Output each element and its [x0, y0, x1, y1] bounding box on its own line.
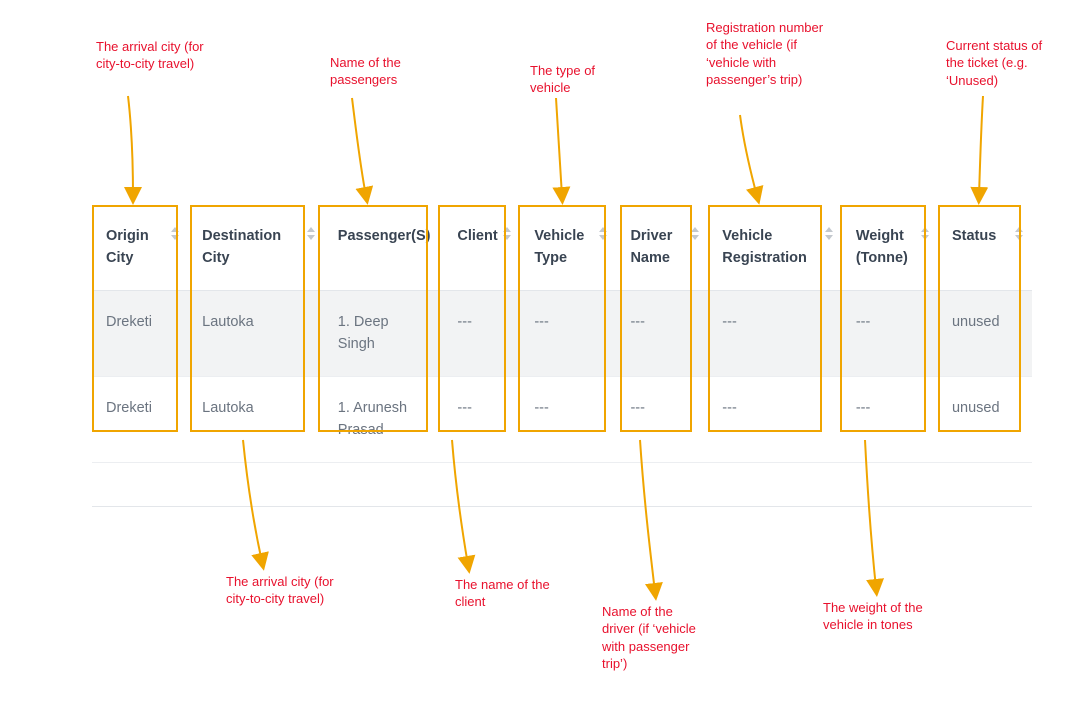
note-weight: The weight of the vehicle in tones [823, 600, 923, 633]
column-header-label: Destination City [202, 228, 282, 267]
sort-icon[interactable] [825, 227, 834, 243]
cell-destination-city: Lautoka [188, 290, 324, 376]
note-vehicle-type: The type of vehicle [530, 63, 596, 96]
column-header-label: Origin City [106, 228, 149, 267]
column-header-origin-city[interactable] [92, 205, 188, 290]
cell-weight: --- [842, 376, 938, 462]
arrow-status [979, 96, 983, 196]
column-header-label: Vehicle Registration [722, 228, 807, 267]
cell-weight: --- [842, 290, 938, 376]
sort-icon[interactable] [599, 227, 608, 243]
column-header-label: Weight (Tonne) [855, 228, 908, 267]
table-row[interactable] [92, 376, 1032, 462]
cell-client: --- [443, 290, 520, 376]
column-header-vehicle-type[interactable] [520, 205, 616, 290]
horizontal-divider [92, 506, 1032, 507]
column-header-label: Vehicle Type [534, 228, 585, 267]
arrow-passengers [352, 98, 366, 196]
cell-origin-city: Dreketi [92, 290, 188, 376]
column-header-passengers[interactable] [324, 205, 444, 290]
note-vehicle-registration: Registration number of the vehicle (if ‘vehicle with passenger’s trip) [706, 20, 824, 87]
column-header-status[interactable] [938, 205, 1032, 290]
note-passengers: Name of the passengers [330, 55, 401, 88]
column-header-weight[interactable] [842, 205, 938, 290]
note-origin-city: The arrival city (for city-to-city travel) [96, 39, 204, 72]
column-header-driver-name[interactable] [616, 205, 708, 290]
note-destination-city: The arrival city (for city-to-city travel) [226, 574, 334, 607]
cell-status: unused [938, 290, 1032, 376]
tickets-table [92, 205, 1032, 463]
sort-icon[interactable] [307, 227, 316, 243]
column-header-label: Driver Name [630, 228, 673, 267]
cell-client: --- [443, 376, 520, 462]
note-status: Current status of the ticket (e.g. ‘Unused) [946, 38, 1043, 88]
sort-icon[interactable] [503, 227, 512, 243]
table-header-row [92, 205, 1032, 290]
cell-vehicle-type: --- [520, 376, 616, 462]
cell-driver-name: --- [616, 376, 708, 462]
cell-passengers: 1. Arunesh Prasad [324, 376, 444, 462]
cell-vehicle-registration: --- [708, 376, 842, 462]
column-header-destination-city[interactable] [188, 205, 324, 290]
cell-driver-name: --- [616, 290, 708, 376]
column-header-client[interactable] [443, 205, 520, 290]
table-row[interactable] [92, 290, 1032, 376]
sort-icon[interactable] [1015, 227, 1024, 243]
cell-passengers: 1. Deep Singh [324, 290, 444, 376]
column-header-label: Client [457, 228, 498, 244]
cell-destination-city: Lautoka [188, 376, 324, 462]
column-header-vehicle-registration[interactable] [708, 205, 842, 290]
note-driver-name: Name of the driver (if ‘vehicle with passenger trip’) [602, 604, 696, 671]
arrow-vehicle-type [556, 98, 562, 196]
arrow-vehicle-registration [740, 115, 757, 196]
sort-icon[interactable] [691, 227, 700, 243]
sort-icon[interactable] [171, 227, 180, 243]
cell-origin-city: Dreketi [92, 376, 188, 462]
cell-vehicle-type: --- [520, 290, 616, 376]
arrow-origin-city [128, 96, 133, 196]
column-header-label: Passenger(S) [337, 228, 431, 244]
note-client: The name of the client [455, 577, 550, 610]
cell-status: unused [938, 376, 1032, 462]
sort-icon[interactable] [921, 227, 930, 243]
column-header-label: Status [951, 228, 997, 244]
data-table-container [92, 205, 1032, 463]
cell-vehicle-registration: --- [708, 290, 842, 376]
